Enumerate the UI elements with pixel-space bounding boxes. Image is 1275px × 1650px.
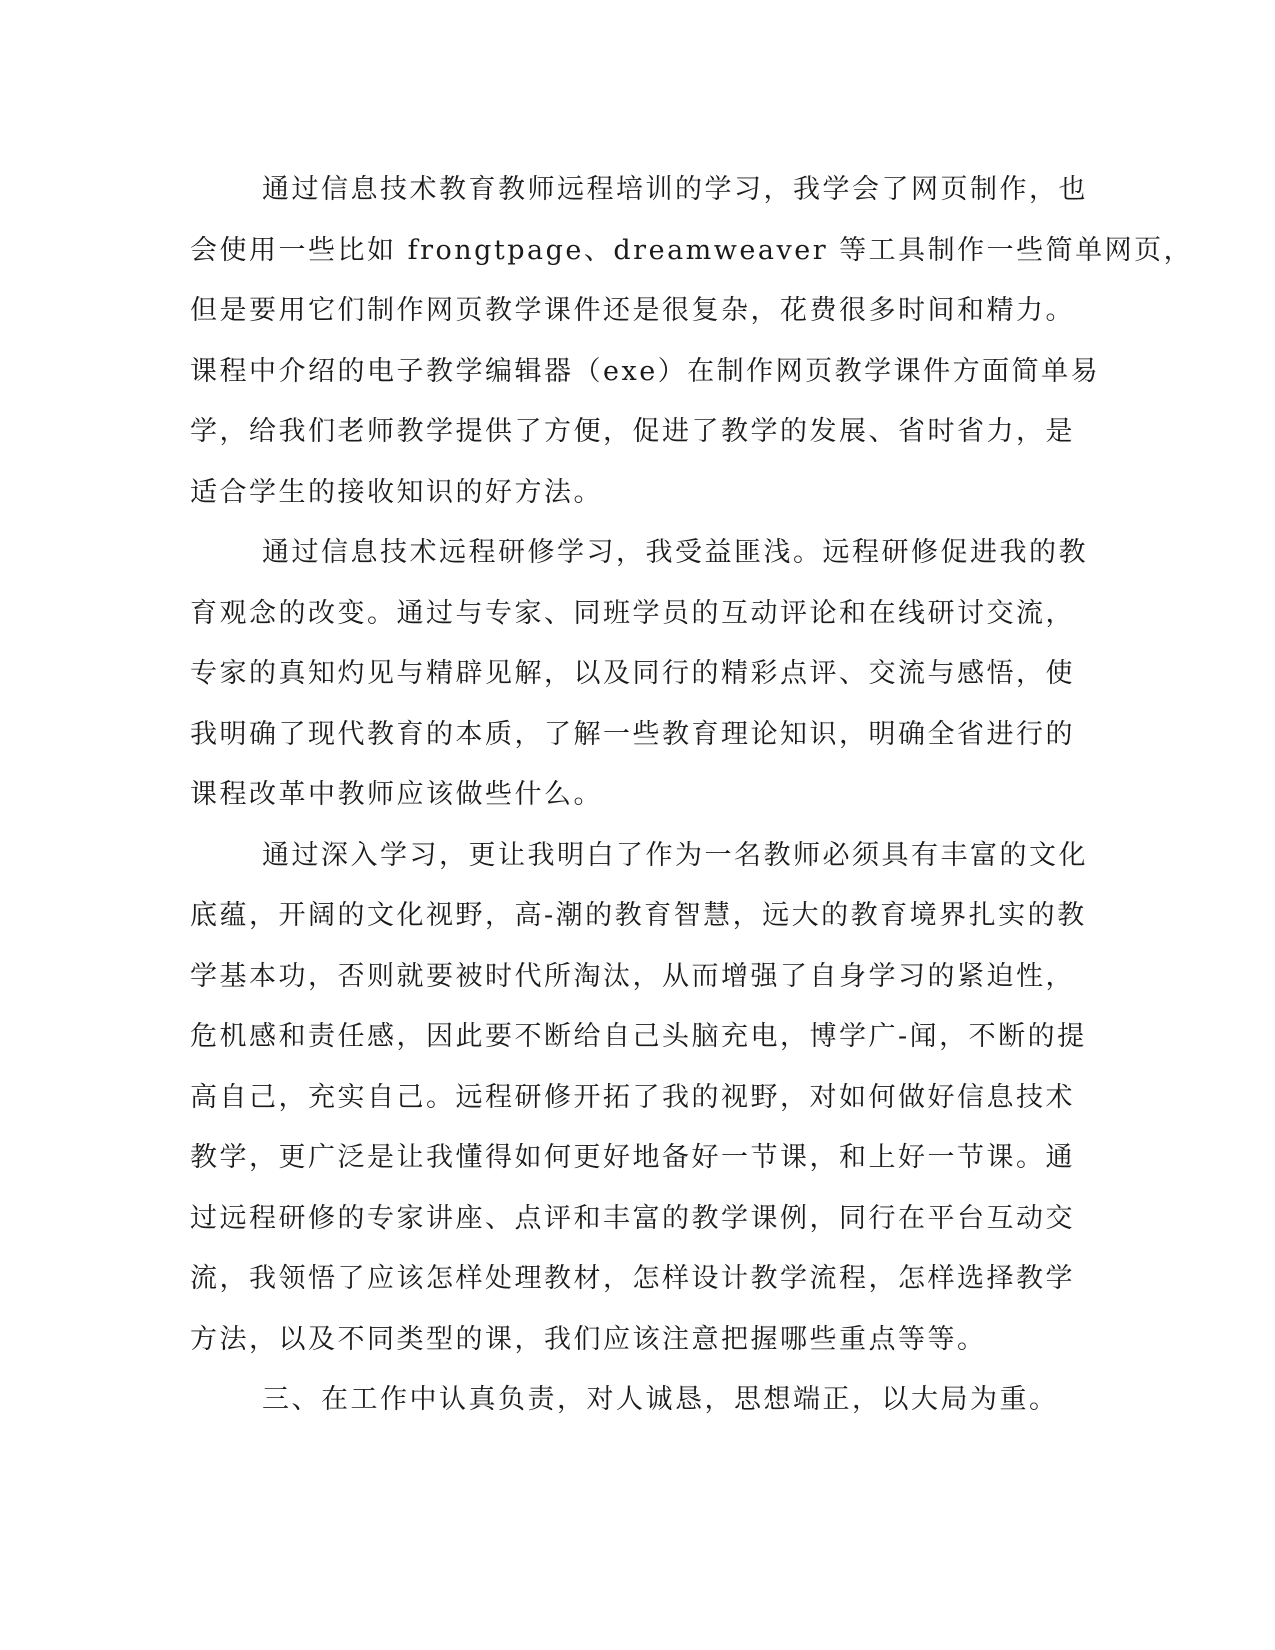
paragraph-1-line-5: 学，给我们老师教学提供了方便，促进了教学的发展、省时省力，是 (190, 416, 1075, 447)
paragraph-3-line-5: 高自己，充实自己。远程研修开拓了我的视野，对如何做好信息技术 (190, 1081, 1075, 1113)
paragraph-1-line-2: 会使用一些比如 frongtpage、dreamweaver 等工具制作一些简单网页， (190, 234, 1194, 266)
paragraph-1-line-1: 通过信息技术教育教师远程培训的学习，我学会了网页制作，也 (262, 174, 1088, 205)
paragraph-3-line-9: 方法，以及不同类型的课，我们应该注意把握哪些重点等等。 (190, 1323, 987, 1355)
paragraph-3-line-8: 流，我领悟了应该怎样处理教材，怎样设计教学流程，怎样选择教学 (190, 1263, 1075, 1294)
paragraph-2-line-1: 通过信息技术远程研修学习，我受益匪浅。远程研修促进我的教 (262, 537, 1088, 568)
paragraph-3-line-4: 危机感和责任感，因此要不断给自己头脑充电，博学广-闻，不断的提 (190, 1021, 1087, 1052)
paragraph-2-line-5: 课程改革中教师应该做些什么。 (190, 779, 603, 810)
paragraph-2-line-3: 专家的真知灼见与精辟见解，以及同行的精彩点评、交流与感悟，使 (190, 658, 1075, 689)
paragraph-3-line-2: 底蕴，开阔的文化视野，高-潮的教育智慧，远大的教育境界扎实的教 (190, 900, 1087, 931)
paragraph-4-line-1: 三、在工作中认真负责，对人诚恳，思想端正，以大局为重。 (262, 1384, 1059, 1415)
paragraph-1-line-4: 课程中介绍的电子教学编辑器（exe）在制作网页教学课件方面简单易 (190, 355, 1101, 387)
paragraph-1-line-3: 但是要用它们制作网页教学课件还是很复杂，花费很多时间和精力。 (190, 295, 1075, 326)
paragraph-3-line-7: 过远程研修的专家讲座、点评和丰富的教学课例，同行在平台互动交 (190, 1202, 1075, 1234)
paragraph-2-line-2: 育观念的改变。通过与专家、同班学员的互动评论和在线研讨交流， (190, 597, 1075, 629)
paragraph-3-line-6: 教学，更广泛是让我懂得如何更好地备好一节课，和上好一节课。通 (190, 1142, 1075, 1173)
paragraph-1-line-6: 适合学生的接收知识的好方法。 (190, 476, 603, 508)
paragraph-3-line-3: 学基本功，否则就要被时代所淘汰，从而增强了自身学习的紧迫性， (190, 960, 1075, 992)
paragraph-2-line-4: 我明确了现代教育的本质，了解一些教育理论知识，明确全省进行的 (190, 718, 1075, 750)
paragraph-3-line-1: 通过深入学习，更让我明白了作为一名教师必须具有丰富的文化 (262, 839, 1088, 871)
document-body (190, 160, 1194, 1431)
